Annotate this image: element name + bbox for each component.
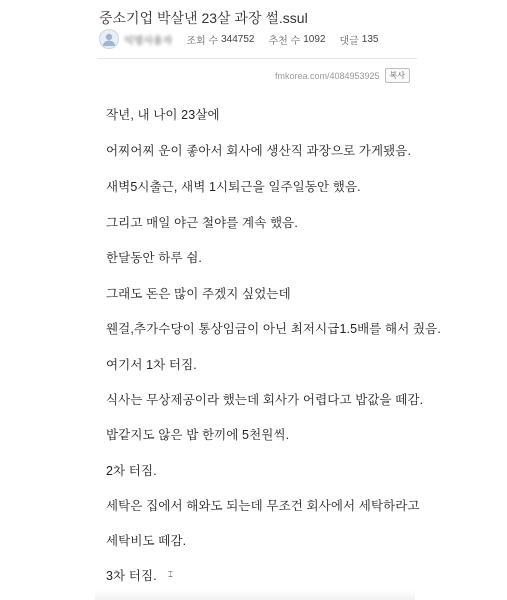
header-divider xyxy=(97,58,417,59)
comments-count: 135 xyxy=(361,33,379,45)
body-line: 한달동안 하루 쉼. xyxy=(106,251,202,265)
text-cursor-icon: ⌶ xyxy=(168,570,173,579)
body-line: 어찌어찌 운이 좋아서 회사에 생산직 과장으로 가게됐음. xyxy=(106,144,412,158)
copy-url-button[interactable]: 복사 xyxy=(385,68,410,83)
body-line: 밥같지도 않은 밥 한끼에 5천원씩. xyxy=(106,428,290,442)
avatar[interactable] xyxy=(99,29,119,49)
body-line: 여기서 1차 터짐. xyxy=(106,358,197,372)
body-line: 세탁비도 떼감. xyxy=(106,534,187,548)
comments-label: 댓글 xyxy=(339,35,359,47)
post-url-row xyxy=(275,68,410,83)
body-line: 작년, 내 나이 23살에 xyxy=(106,108,220,122)
recommend-label: 추천 수 xyxy=(268,35,301,47)
post-title[interactable]: 중소기업 박살낸 23살 과장 썰.ssul xyxy=(99,10,308,26)
body-line: 웬걸,추가수당이 통상임금이 아닌 최저시급1.5배를 해서 줬음. xyxy=(106,322,441,336)
body-line: 세탁은 집에서 해와도 되는데 무조건 회사에서 세탁하라고 xyxy=(106,499,420,513)
body-line: 새벽5시출근, 새벽 1시퇴근을 일주일동안 했음. xyxy=(106,180,361,194)
body-line: 3차 터짐. xyxy=(106,569,157,583)
views-label: 조회 수 xyxy=(186,35,219,47)
author-name[interactable]: 익명사용자 xyxy=(124,35,173,47)
recommend-count: 1092 xyxy=(303,33,326,45)
cutoff-fade xyxy=(95,590,415,600)
post-meta xyxy=(99,28,378,50)
body-line: 그리고 매일 야근 철야를 계속 했음. xyxy=(106,216,298,230)
post-url[interactable]: fmkorea.com/4084953925 xyxy=(274,70,380,81)
user-icon xyxy=(101,31,117,47)
body-line: 그래도 돈은 많이 주겠지 싶었는데 xyxy=(106,287,291,301)
body-line: 2차 터짐. xyxy=(106,464,157,478)
body-line: 식사는 무상제공이라 했는데 회사가 어렵다고 밥값을 떼감. xyxy=(106,393,424,407)
views-count: 344752 xyxy=(221,33,255,45)
